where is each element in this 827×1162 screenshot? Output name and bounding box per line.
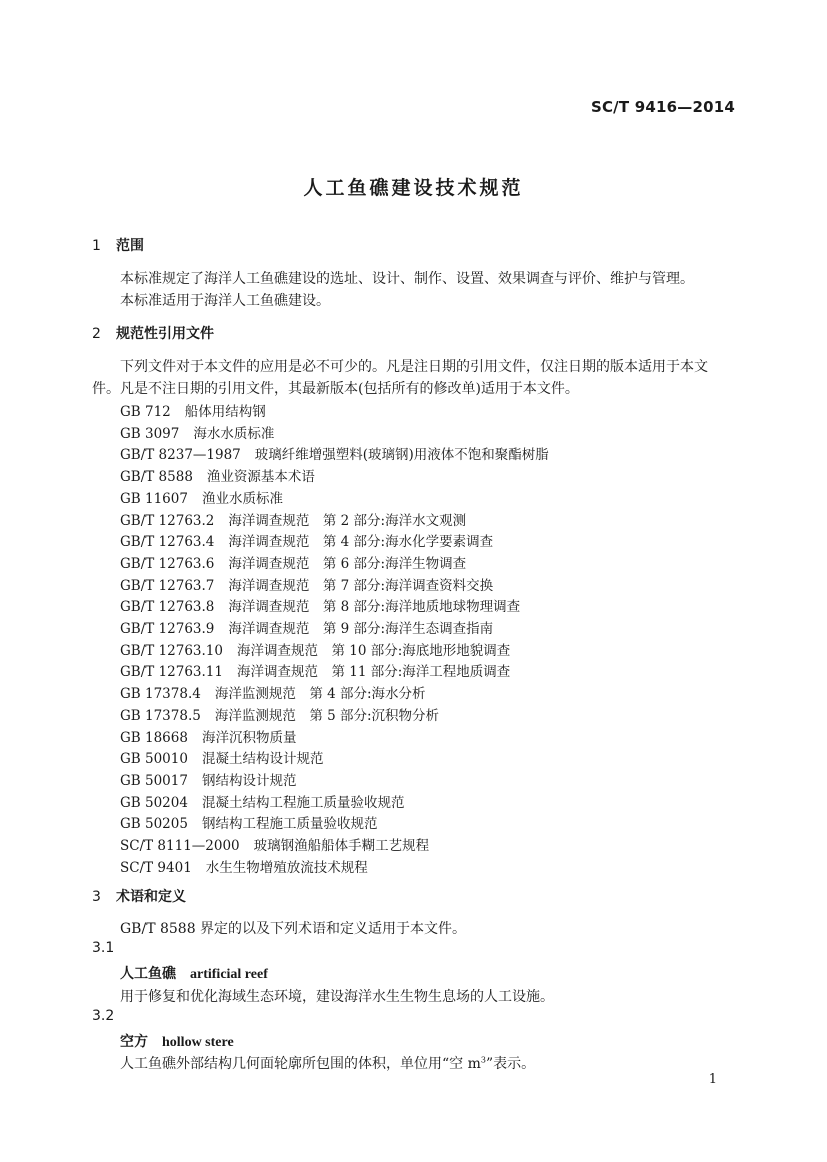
reference-title: 海洋调查规范 第 2 部分:海洋水文观测 xyxy=(228,512,467,529)
section-heading-1 xyxy=(92,235,144,255)
reference-code: GB/T 12763.9 xyxy=(120,621,215,637)
term-en: hollow stere xyxy=(162,1035,234,1050)
reference-item xyxy=(120,791,404,811)
reference-item xyxy=(120,530,493,550)
paragraph: 件。凡是不注日期的引用文件，其最新版本(包括所有的修改单)适用于本文件。 xyxy=(92,381,579,397)
section-heading-3 xyxy=(92,886,186,906)
reference-title: 海洋沉积物质量 xyxy=(201,729,297,746)
reference-item xyxy=(120,487,283,507)
reference-title: 渔业水质标准 xyxy=(201,490,283,507)
section-number: 3 xyxy=(92,889,101,905)
paragraph: GB/T 8588 界定的以及下列术语和定义适用于本文件。 xyxy=(120,921,467,937)
reference-item xyxy=(120,465,315,485)
definition-text: 人工鱼礁外部结构几何面轮廓所包围的体积，单位用“ xyxy=(120,1056,450,1072)
reference-code: GB 18668 xyxy=(120,729,188,746)
term-heading xyxy=(120,1031,234,1051)
reference-title: 玻璃钢渔船船体手糊工艺规程 xyxy=(253,838,430,854)
reference-item xyxy=(120,726,296,746)
reference-code: GB/T 8237—1987 xyxy=(120,447,241,464)
reference-title: 海水水质标准 xyxy=(193,425,275,442)
reference-title: 玻璃纤维增强塑料(玻璃钢)用液体不饱和聚酯树脂 xyxy=(254,447,549,464)
reference-title: 海洋监测规范 第 4 部分:海水分析 xyxy=(214,686,426,703)
reference-item xyxy=(120,639,510,659)
reference-title: 海洋调查规范 第 10 部分:海底地形地貌调查 xyxy=(236,642,511,659)
term-number: 3.2 xyxy=(92,1008,115,1024)
term-heading xyxy=(120,963,268,983)
reference-item xyxy=(120,769,296,789)
reference-code: GB 11607 xyxy=(120,490,188,507)
term-en: artificial reef xyxy=(190,967,268,982)
section-title: 范围 xyxy=(116,238,144,254)
reference-code: GB/T 12763.11 xyxy=(120,664,223,681)
term-zh: 空方 xyxy=(120,1034,148,1050)
paragraph: 本标准规定了海洋人工鱼礁建设的选址、设计、制作、设置、效果调查与评价、维护与管理。 xyxy=(120,271,694,287)
section-title: 术语和定义 xyxy=(116,889,186,905)
reference-title: 海洋调查规范 第 6 部分:海洋生物调查 xyxy=(228,555,467,572)
reference-item xyxy=(120,834,429,854)
reference-title: 海洋调查规范 第 11 部分:海洋工程地质调查 xyxy=(236,664,511,681)
reference-item xyxy=(120,812,377,832)
standard-code: SC/T 9416—2014 xyxy=(590,98,735,116)
reference-title: 渔业资源基本术语 xyxy=(206,469,315,486)
reference-title: 钢结构设计规范 xyxy=(201,772,297,789)
reference-code: GB/T 12763.6 xyxy=(120,555,215,572)
reference-title: 船体用结构钢 xyxy=(184,404,266,420)
document-title: 人工鱼礁建设技术规范 xyxy=(303,177,524,199)
section-title: 规范性引用文件 xyxy=(116,326,214,342)
reference-code: GB/T 12763.7 xyxy=(120,577,215,594)
reference-item xyxy=(120,682,426,702)
reference-title: 海洋调查规范 第 8 部分:海洋地质地球物理调查 xyxy=(228,599,521,616)
reference-code: GB/T 8588 xyxy=(120,469,193,486)
reference-title: 海洋调查规范 第 7 部分:海洋调查资料交换 xyxy=(228,577,494,594)
term-definition xyxy=(120,1053,535,1073)
term-definition: 用于修复和优化海域生态环境，建设海洋水生生物生息场的人工设施。 xyxy=(120,989,554,1005)
reference-item xyxy=(120,443,549,463)
section-number: 1 xyxy=(92,238,101,254)
reference-item xyxy=(120,595,520,615)
definition-text: ”表示。 xyxy=(485,1056,536,1072)
paragraph: 本标准适用于海洋人工鱼礁建设。 xyxy=(120,293,330,309)
reference-code: GB 17378.4 xyxy=(120,686,201,703)
reference-code: GB 50010 xyxy=(120,751,188,768)
reference-item xyxy=(120,574,493,594)
reference-code: GB/T 12763.4 xyxy=(120,534,215,551)
reference-code: GB/T 12763.8 xyxy=(120,599,215,616)
reference-title: 海洋监测规范 第 5 部分:沉积物分析 xyxy=(214,707,440,724)
reference-title: 海洋调查规范 第 9 部分:海洋生态调查指南 xyxy=(228,621,494,637)
unit-text: 空 m xyxy=(449,1056,481,1072)
reference-item xyxy=(120,704,439,724)
reference-item xyxy=(120,856,368,876)
reference-item xyxy=(120,617,493,637)
section-heading-2 xyxy=(92,323,214,343)
reference-code: SC/T 9401 xyxy=(120,859,192,876)
reference-code: GB 17378.5 xyxy=(120,707,201,724)
paragraph: 下列文件对于本文件的应用是必不可少的。凡是注日期的引用文件，仅注日期的版本适用于本文 xyxy=(120,359,708,375)
reference-item xyxy=(120,747,323,767)
page-number: 1 xyxy=(708,1072,717,1087)
unit-superscript: 3 xyxy=(480,1055,486,1065)
reference-title: 混凝土结构工程施工质量验收规范 xyxy=(201,794,405,811)
reference-item xyxy=(120,660,510,680)
reference-title: 混凝土结构设计规范 xyxy=(201,751,324,768)
reference-code: GB 50205 xyxy=(120,816,188,833)
reference-title: 钢结构工程施工质量验收规范 xyxy=(201,816,378,833)
section-number: 2 xyxy=(92,326,101,342)
reference-code: SC/T 8111—2000 xyxy=(120,838,240,854)
reference-code: GB/T 12763.2 xyxy=(120,512,215,529)
reference-code: GB 712 xyxy=(120,404,171,420)
reference-code: GB 50017 xyxy=(120,772,188,789)
term-number: 3.1 xyxy=(92,940,115,956)
reference-code: GB 3097 xyxy=(120,425,180,442)
reference-code: GB/T 12763.10 xyxy=(120,642,223,659)
reference-item xyxy=(120,400,266,420)
reference-item xyxy=(120,422,274,442)
reference-title: 水生生物增殖放流技术规程 xyxy=(205,859,368,876)
reference-item xyxy=(120,509,466,529)
reference-item xyxy=(120,552,466,572)
reference-title: 海洋调查规范 第 4 部分:海水化学要素调查 xyxy=(228,534,494,551)
reference-code: GB 50204 xyxy=(120,794,188,811)
term-zh: 人工鱼礁 xyxy=(120,966,176,982)
